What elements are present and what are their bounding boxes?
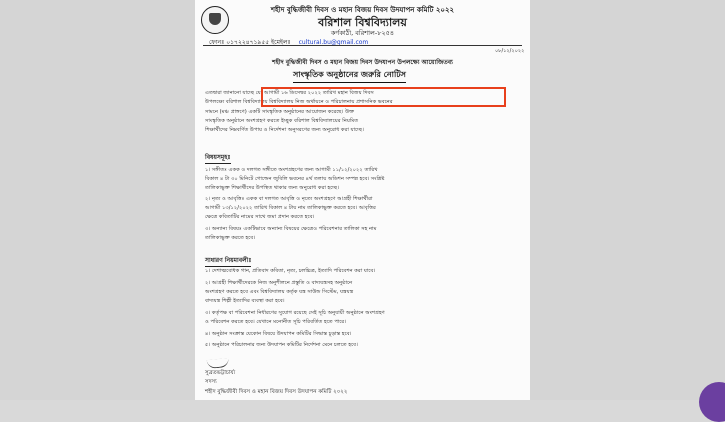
notice-date: ০৮/১২/২০২২: [495, 48, 525, 54]
notice-title: সাংস্কৃতিক অনুষ্ঠানের জরুরি নোটিস: [293, 69, 406, 83]
topic-line: ৩। অন্যান্য বিষয়ঃ একটিভাবে অন্যান্য বিষয়ের ক্ষেত্রেও পরিবেশনার তালিকা সহ নাম: [205, 226, 377, 232]
signature-scribble: [207, 358, 230, 369]
signatory-name: সুব্রতভট্টাচার্য্য: [205, 370, 236, 376]
intro-line: এতদ্বারা জানানো যাচ্ছে যে, আগামী ১৬ ডিসেম্বর ২০২২ তারিখ মহান বিজয় দিবস: [205, 90, 374, 96]
rule-line: ১। দেশাত্মবোধক গান, প্রতিবাদ কবিতা, নৃত্য, চলচ্চিত্র, ইত্যাদি পরিবেশন করা যাবে।: [205, 268, 376, 274]
intro-line: সামনে (মঞ্চ প্রাঙ্গণে) একটি সাংস্কৃতিক অনুষ্ঠানের আয়োজন করেছে। উক্ত: [205, 109, 355, 115]
header-divider: [203, 45, 522, 46]
intro-line: সাংস্কৃতিক অনুষ্ঠানে অংশগ্রহণ করতে ইচ্ছুক বরিশাল বিশ্ববিদ্যালয়ের নিয়মিত: [205, 118, 359, 124]
topic-line: ক্ষেত্রে কবিতাটির নামের সাথে জমা প্রদান করতে হবে।: [205, 214, 315, 220]
rules-heading: সাধারণ নিয়মাবলীঃ: [205, 255, 251, 267]
rule-line: বাদ্যযন্ত্র শিল্পী ইত্যাদির ব্যবস্থা করা হবে।: [205, 298, 285, 304]
email-label: ইমেইলঃ: [271, 39, 291, 46]
topic-line: ২। নৃত্য ও আবৃত্তিঃ একক বা দলগত আবৃত্তি ও নৃত্যে অংশগ্রহণে আগ্রহী শিক্ষার্থীরা: [205, 196, 373, 202]
intro-line: উপলক্ষ্যে বরিশাল বিশ্ববিদ্যালয় বিশ্ববিদ্যালয় নিজ অর্থায়নে ও পরিচালনায় প্রশাসনিক ভবনের: [205, 99, 393, 105]
right-backdrop: [530, 0, 725, 400]
topic-line: তালিকাভুক্ত শিক্ষার্থীদের উপস্থিত থাকার জন্য অনুরোধ করা হচ্ছে।: [205, 185, 340, 191]
topic-line: তালিকাভুক্ত করতে হবে।: [205, 235, 256, 241]
phone-number: ফোনঃ ০১৭২২৪৭১৯৫৫: [209, 39, 270, 46]
notice-document: [195, 0, 530, 400]
email-link[interactable]: cultural.bu@gmail.com: [298, 39, 369, 46]
topic-line: ১। সঙ্গীতঃ একক ও দলগত সঙ্গীতে অংশগ্রহণের জন্য আগামী ১১/১২/২০২২ তারিখ: [205, 167, 378, 173]
notice-subtitle: শহীদ বুদ্ধিজীবী দিবস ও মহান বিজয় দিবস উদযাপন উপলক্ষ্যে আয়োজিতব্য: [272, 59, 453, 66]
topics-heading: বিষয়সমূহঃ: [205, 152, 231, 164]
corner-badge: [699, 382, 725, 422]
university-name: বরিশাল বিশ্ববিদ্যালয়: [318, 16, 407, 29]
signatory-committee: শহীদ বুদ্ধিজীবী দিবস ও মহান বিজয় দিবস উদযাপন কমিটি ২০২২: [205, 389, 348, 395]
committee-header: শহীদ বুদ্ধিজীবী দিবস ও মহান বিজয় দিবস উদযাপন কমিটি ২০২২: [270, 6, 455, 14]
university-location: কর্ণকাঠী, বরিশাল-৮২৫৪: [330, 29, 395, 37]
rule-line: ও পরিবেশন করতে হবে। যেখানে মনোনীত সূচি পরিবর্তিত হতে পারে।: [205, 319, 347, 325]
rule-line: ৪। অনুষ্ঠান সংক্রান্ত যেকোন বিষয়ে উদযাপন কমিটির সিদ্ধান্ত চূড়ান্ত হবে।: [205, 331, 352, 337]
rule-line: ৩। কর্তৃপক্ষ বা পরিবেশনা নির্ধারণের সুযোগ রয়েছে সেই সূচি অনুযায়ী অনুষ্ঠানে অংশগ্রহণ: [205, 310, 385, 316]
contact-line: [209, 37, 368, 48]
left-backdrop: [0, 0, 195, 400]
signatory-role: সদস্য: [205, 379, 217, 385]
rule-line: ২। আগ্রহী শিক্ষার্থীদেরকে নিজ অনুশীলনে প্রস্তুতি ও বাদ্যযন্ত্রসহ অনুষ্ঠানে: [205, 280, 353, 286]
intro-line: শিক্ষার্থীদের নিম্নবর্ণিত উপায় ও নির্দেশনা অনুসরণের জন্য অনুরোধ করা যাচ্ছে।: [205, 127, 364, 133]
topic-line: বিকাল ৪ টা ৩০ মিনিটে গোল্ডেন জুবিলি ভবনের ৪র্থ তলায় অডিশন সম্পন্ন হবে। সংশ্লিষ্ট: [205, 176, 385, 182]
rule-line: ৫। অনুষ্ঠানে পরিচালনার জন্য উদযাপন কমিটির নির্দেশনা মেনে চলতে হবে।: [205, 342, 358, 348]
rule-line: অংশগ্রহণ করতে হবে এবং বিশ্ববিদ্যালয় কর্তৃক যন্ত্র সাউন্ড সিস্টেম, যন্ত্রযন্ত্র: [205, 289, 354, 295]
topic-line: আগামী ১৩/১২/২০২২ তারিখ বিকাল ৪ টায় নাম তালিকাভুক্ত করতে হবে। আবৃত্তির: [205, 205, 376, 211]
highlight-box: [261, 87, 506, 107]
